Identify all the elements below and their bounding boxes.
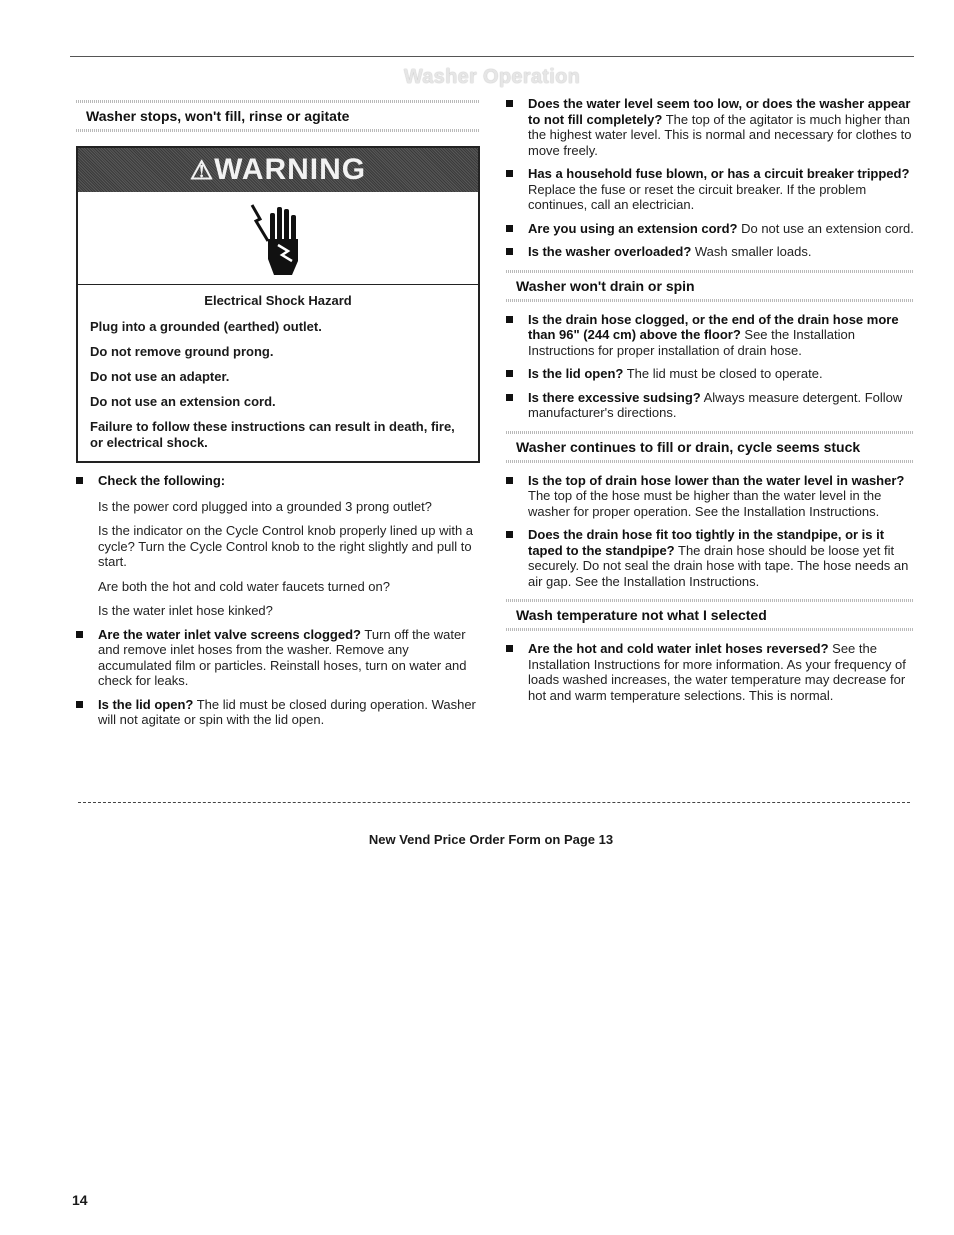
warning-text [78,285,478,461]
bullet-icon [506,394,513,401]
list-item [506,244,914,260]
hazard-icon-area [78,192,478,285]
warning-line: Do not use an extension cord. [90,394,276,409]
section-heading-drain [506,270,914,302]
item-answer: See the Installation Instructions for more information. As your frequency of loads washed increases, the water temperature may decrease for hot and warm temperature selections. This is normal. [528,641,906,703]
section-heading-fill [506,431,914,463]
footer-note: New Vend Price Order Form on Page 13 [368,832,614,847]
page-title: Washer Operation [403,66,581,88]
item-answer: See the Installation Instructions for proper installation of drain hose. [528,327,855,358]
hazard-title: Electrical Shock Hazard [204,293,352,308]
list-item [506,527,914,589]
check-list [98,499,480,619]
item-question: Is the top of drain hose lower than the water level in washer? [528,472,905,488]
bullet-icon [506,248,513,255]
list-item [506,641,914,703]
right-column [506,96,914,711]
item-question: Are the water inlet valve screens clogged? [98,626,361,642]
drain-bullet-list [506,312,914,421]
item-answer: Do not use an extension cord. [737,220,914,236]
dashed-divider [78,802,910,803]
item-question: Are the hot and cold water inlet hoses reversed? [528,641,829,656]
temp-bullet-list [506,641,914,703]
item-question: Does the drain hose fit too tightly in the standpipe, or is it taped to the standpipe? [528,527,885,558]
warning-banner [78,148,478,192]
item-answer: Replace the fuse or reset the circuit breaker. If the problem continues, call an electrician. [528,181,867,212]
item-question: Are you using an extension cord? [528,220,738,236]
item-question: Is the lid open? [98,696,194,712]
left-column [76,100,480,736]
item-question: Is the drain hose clogged, or the end of the drain hose more than 96" (244 cm) above the floor? [528,311,899,342]
warning-line: Do not remove ground prong. [90,344,274,359]
bullet-icon [506,531,513,538]
check-item: Are both the hot and cold water faucets turned on? [98,578,390,594]
electrical-shock-hand-icon [248,199,308,277]
section-title: Washer stops, won't fill, rinse or agitate [86,108,350,124]
item-answer: Wash smaller loads. [691,244,812,259]
warning-banner-text: WARNING [214,153,367,186]
list-item [506,366,914,382]
warning-line: Do not use an adapter. [90,369,230,384]
bullet-icon [506,170,513,177]
list-item [76,697,480,728]
item-answer: The lid must be closed to operate. [623,366,823,381]
item-question: Is there excessive sudsing? [528,389,701,405]
item-answer: The lid must be closed during operation. Washer will not agitate or spin with the lid open. [98,696,476,727]
bullet-icon [506,477,513,484]
top-rule [70,56,914,57]
list-item [76,473,480,619]
item-answer: Turn off the water and remove inlet hoses from the washer. Remove any accumulated film or particles. Reinstall hoses, turn on water and check for leaks. [98,626,467,688]
section-heading-stops [76,100,480,132]
list-item [506,473,914,520]
warning-line: Plug into a grounded (earthed) outlet. [90,319,322,334]
bullet-icon [76,477,83,484]
check-label: Check the following: [98,473,226,488]
bullet-icon [76,701,83,708]
bullet-icon [76,631,83,638]
left-bullet-list [76,473,480,728]
page-number: 14 [72,1192,88,1208]
list-item [506,96,914,158]
item-answer: The top of the hose must be higher than the water level in the washer for proper operation. See the Installation Instructions. [528,488,882,519]
fill-bullet-list [506,473,914,590]
section-title: Washer continues to fill or drain, cycle seems stuck [516,438,861,455]
list-item [506,166,914,213]
item-answer: The top of the agitator is much higher than the highest water level. This is normal and necessary for clothes to move freely. [528,111,912,158]
item-question: Has a household fuse blown, or has a circuit breaker tripped? [528,166,910,181]
bullet-icon [506,370,513,377]
section-title: Wash temperature not what I selected [516,607,767,623]
check-item: Is the water inlet hose kinked? [98,603,273,618]
section-title: Washer won't drain or spin [516,277,695,294]
list-item [506,390,914,421]
item-question: Is the lid open? [528,366,624,381]
warning-triangle-icon: ⚠ [189,155,215,185]
item-answer: Always measure detergent. Follow manufacturer's directions. [528,389,903,420]
bullet-icon [506,225,513,232]
list-item [76,627,480,689]
list-item [506,221,914,237]
item-answer: The drain hose should be loose yet fit securely. Do not seal the drain hose with tape. The hose needs an air gap. See the Installation Instructions. [528,542,909,589]
bullet-icon [506,645,513,652]
warning-line: Failure to follow these instructions can result in death, fire, or electrical shock. [90,419,455,450]
item-question: Does the water level seem too low, or does the washer appear to not fill completely? [528,96,911,127]
item-question: Is the washer overloaded? [528,244,692,259]
list-item [506,312,914,359]
bullet-icon [506,100,513,107]
check-item: Is the indicator on the Cycle Control knob properly lined up with a cycle? Turn the Cycle Control knob to the right slightly and pull to start. [98,523,474,569]
bullet-icon [506,316,513,323]
warning-box [76,146,480,463]
check-item: Is the power cord plugged into a grounded 3 prong outlet? [98,498,432,514]
section-heading-temperature [506,599,914,631]
top-bullet-list [506,96,914,260]
